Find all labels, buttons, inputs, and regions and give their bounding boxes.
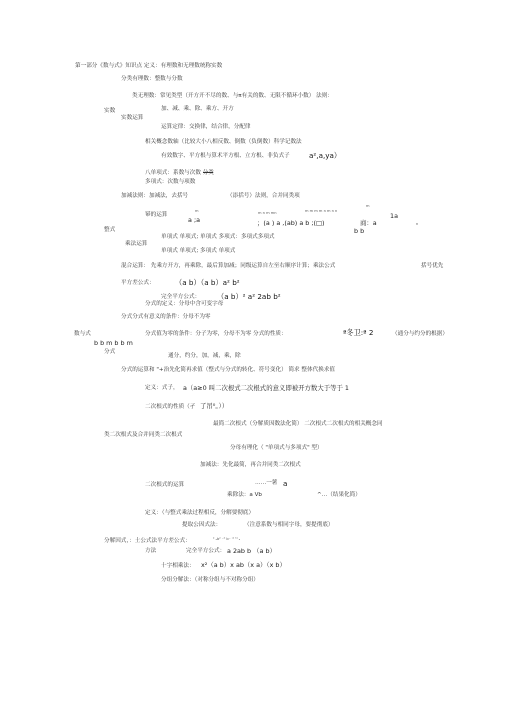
text-line: 最简二次根式（分解质因数法化简） 二次根式二次根式的相关概念同 [213,421,383,427]
text-line: 实数 [104,108,116,114]
math-expression: b b [354,227,365,235]
math-expression: ² ₐb² ⁻ᵇ b⁻ ᶦᵃ ᵇ⁾ ₐ [213,537,241,541]
text-line: 乘法运算 [125,241,148,247]
math-expression: a ;a [188,216,201,224]
math-expression: a（a≥0 叫二次根式二次根式的意义即被开方数大于等于 1 [183,384,349,392]
text-line: 单项式 单项式; 多项式 单项式 [161,248,236,254]
text-line: ^…（结果化简） [317,492,361,498]
text-line: 加减法：先化最简，再合并同类二次根式 [200,462,301,468]
math-expression: a²,a,ya） [309,151,342,160]
math-expression: 1a [390,212,398,220]
text-line: 完全平方公式： [161,294,201,300]
text-line: 平方差公式： [121,280,155,286]
text-line: 类无理数：常见类型（开方开不尽的数、与π有关的数、无限不循环小数） 法则： [132,93,333,99]
text-line: （通分与约分的根据） [392,331,448,337]
text-line: 十字相乘法： [161,563,195,569]
text-line: 分类有理数：整数与分数 [121,76,183,82]
text-line: 运算定律：交换律，结合律，分配律 [161,124,251,130]
text-line: 混合运算： 先乘方开方，再乘除，最后算加减；同级运算自左至右顺序计算；乘法公式 [121,263,336,269]
text-line: 分组分解法：（对称分组与不对称分组） [161,577,259,583]
text-line: 八单项式：系数与次数 分类 [145,170,214,176]
math-expression: b b m b b m [94,339,133,347]
text-line: （添括号）法则，合并同类项 [227,193,300,199]
heading-line: 第一部分《数与式》知识点 定义：有理数和无理数统称实数 [75,63,223,69]
text-line: 提取公因式法： [182,522,222,528]
text-line: （注意系数与相同字母，要提彻底） [244,522,334,528]
math-expression: 商：a [360,219,377,227]
superscript: m [366,204,370,208]
text-line: 实数运算 [121,115,144,121]
math-expression: （a b）² a² 2ab b² [217,292,281,301]
text-line: 乘除法：a Vb [227,492,262,498]
superscript: n [416,222,419,226]
superscript: m n m mn [258,211,277,215]
text-line: 整式 [104,227,116,233]
math-expression: （a b）（a b）a² b² [175,278,240,287]
text-line: 定义：（与整式乘法过程相反，分解要彻底） [145,510,255,516]
math-expression: 了吊⁰。）） [200,402,229,410]
text-line: 通分，约分，加，减，乘，除 [168,353,241,359]
text-line: 多项式：次数与项数 [145,179,196,185]
text-line: 加减法则：加减法，去括号 [121,193,189,199]
math-expression: a 2ab b （a b） [227,547,276,555]
math-expression: ª冬卫:ª 2 [343,328,374,337]
text-line: 加、减、乘、除、乘方、开方 [161,106,234,112]
text-line: 类二次根式及合并同类二次根式 [104,432,183,438]
text-line: 单项式 单项式; 单项式 多项式：多项式多项式 [161,234,275,240]
superscript: m m m m n m n n [305,209,338,213]
text-line: 二次根式的性质（孑 [145,404,196,410]
text-line: 定义：式子， [145,385,179,391]
text-line: 数与式 [74,331,91,337]
text-line: 分式分式有意义的条件：分母不为零 [121,314,211,320]
underline-blank [203,171,213,173]
text-line: 分式 [104,349,116,355]
text-line: 有效数字、平方根与算术平方根、立方根、非负式子 [161,153,290,159]
text-line: 分解因式，：土公式法平方差公式： [104,538,191,544]
text-line: 完全平方公式： [186,548,226,554]
superscript: m [195,209,199,213]
text-line: 方法 [145,548,157,554]
text-line: 括号优先 [421,263,444,269]
math-expression: a [283,479,288,488]
text-line: ……一薯 [255,480,278,486]
text-line: 分母有理化（ "单项式与多项式" 型） [230,445,323,451]
text-line: 二次根式的运算 [145,482,185,488]
text-line: 分式值为零的条件：分子为零，分母不为零 分式的性质： [145,331,287,337]
text-line: 分式的定义：分母中含可变字母 [145,301,224,307]
text-line: 分式的运算和 "+治先化简再求值（整式与分式的转化、符号变化） 简求 整体代换求值 [121,367,335,373]
math-expression: ；(a ) a ,(ab) a b ;(□) [257,219,325,227]
text-line: 幂的运算 [145,212,168,218]
text-line: 相关概念数轴（比较大小八相反数、倒数（负倒数）科学记数法 [145,139,302,145]
math-expression: x²（a b）x ab（x a）（x b） [201,561,286,569]
